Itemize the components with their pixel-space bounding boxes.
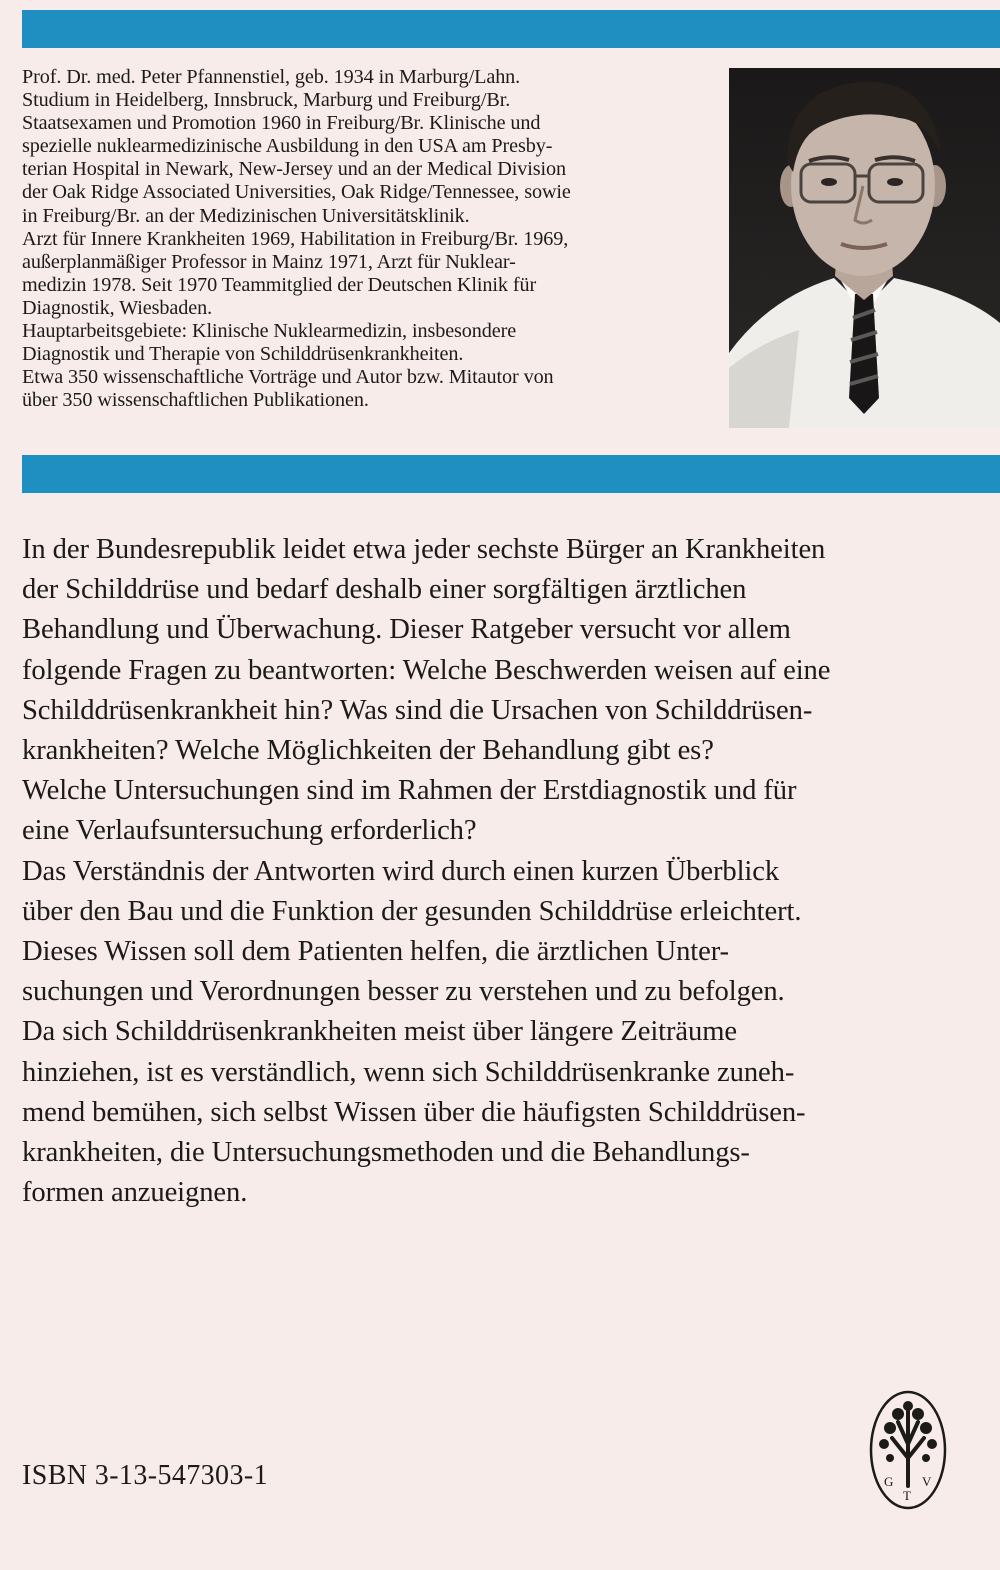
description-line: krankheiten? Welche Möglichkeiten der Behandlung gibt es? xyxy=(22,735,714,767)
bio-line: Hauptarbeitsgebiete: Klinische Nuklearmedizin, insbesondere xyxy=(22,320,517,343)
bio-line: spezielle nuklearmedizinische Ausbildung in den USA am Presby- xyxy=(22,135,553,158)
description-line: folgende Fragen zu beantworten: Welche Beschwerden weisen auf eine xyxy=(22,654,831,686)
book-description xyxy=(22,530,997,1213)
logo-letter-g: G xyxy=(884,1474,894,1489)
middle-color-band xyxy=(22,455,1000,493)
bio-line: Studium in Heidelberg, Innsbruck, Marburg und Freiburg/Br. xyxy=(22,89,511,112)
bio-line: Diagnostik und Therapie von Schilddrüsenkrankheiten. xyxy=(22,343,464,366)
description-line: hinziehen, ist es verständlich, wenn sich Schilddrüsenkranke zuneh- xyxy=(22,1056,795,1088)
author-bio xyxy=(22,66,722,412)
description-line: Welche Untersuchungen sind im Rahmen der Erstdiagnostik und für xyxy=(22,775,797,807)
bio-line: medizin 1978. Seit 1970 Teammitglied der Deutschen Klinik für xyxy=(22,273,537,296)
tree-icon xyxy=(868,1388,948,1512)
description-line: über den Bau und die Funktion der gesunden Schilddrüse erleichtert. xyxy=(22,895,802,927)
description-line: mend bemühen, sich selbst Wissen über die häufigsten Schilddrüsen- xyxy=(22,1096,806,1128)
description-line: formen anzueignen. xyxy=(22,1177,248,1209)
bio-line: Staatsexamen und Promotion 1960 in Freiburg/Br. Klinische und xyxy=(22,112,541,135)
isbn-number: ISBN 3-13-547303-1 xyxy=(22,1460,268,1491)
description-line: In der Bundesrepublik leidet etwa jeder sechste Bürger an Krankheiten xyxy=(22,534,826,565)
description-line: Dieses Wissen soll dem Patienten helfen, die ärztlichen Unter- xyxy=(22,936,729,968)
bio-line: über 350 wissenschaftlichen Publikationen. xyxy=(22,389,369,412)
description-line: der Schilddrüse und bedarf deshalb einer sorgfältigen ärztlichen xyxy=(22,574,747,606)
bio-line: terian Hospital in Newark, New-Jersey und an der Medical Division xyxy=(22,158,567,181)
bio-line: der Oak Ridge Associated Universities, Oak Ridge/Tennessee, sowie xyxy=(22,181,571,204)
publisher-logo xyxy=(868,1388,948,1512)
description-line: krankheiten, die Untersuchungsmethoden und die Behandlungs- xyxy=(22,1137,750,1169)
top-color-band xyxy=(22,10,1000,48)
description-line: eine Verlaufsuntersuchung erforderlich? xyxy=(22,815,477,847)
bio-line: Diagnostik, Wiesbaden. xyxy=(22,296,213,319)
bio-line: außerplanmäßiger Professor in Mainz 1971, Arzt für Nuklear- xyxy=(22,250,516,273)
portrait-illustration xyxy=(729,68,1000,428)
description-line: Schilddrüsenkrankheit hin? Was sind die Ursachen von Schilddrüsen- xyxy=(22,694,813,726)
description-line: suchungen und Verordnungen besser zu verstehen und zu befolgen. xyxy=(22,976,785,1008)
description-line: Da sich Schilddrüsenkrankheiten meist über längere Zeiträume xyxy=(22,1016,737,1048)
bio-line: Prof. Dr. med. Peter Pfannenstiel, geb. 1934 in Marburg/Lahn. xyxy=(22,66,521,88)
logo-letter-t: T xyxy=(903,1488,911,1503)
description-line: Das Verständnis der Antworten wird durch einen kurzen Überblick xyxy=(22,855,780,887)
logo-letter-v: V xyxy=(922,1474,932,1489)
bio-line: in Freiburg/Br. an der Medizinischen Universitätsklinik. xyxy=(22,204,470,227)
bio-line: Arzt für Innere Krankheiten 1969, Habilitation in Freiburg/Br. 1969, xyxy=(22,227,569,250)
bio-line: Etwa 350 wissenschaftliche Vorträge und Autor bzw. Mitautor von xyxy=(22,366,554,389)
description-line: Behandlung und Überwachung. Dieser Ratgeber versucht vor allem xyxy=(22,614,791,646)
author-portrait xyxy=(729,68,1000,428)
